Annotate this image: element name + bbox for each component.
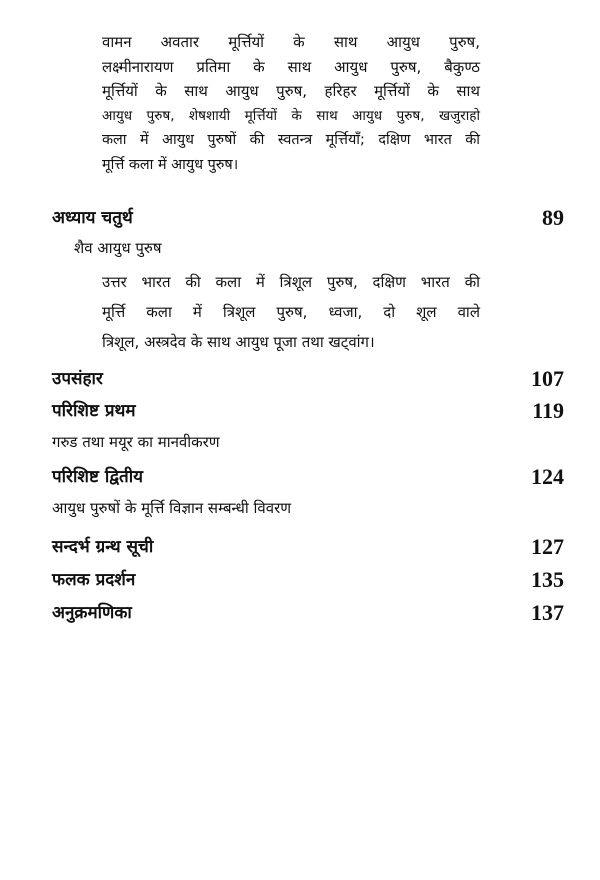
appendix-1-subtitle: गरुड तथा मयूर का मानवीकरण: [52, 433, 220, 451]
intro-line-1: वामन अवतार मूर्त्तियों के साथ आयुध पुरुष,: [102, 33, 480, 51]
toc-entry-appendix-1: [52, 396, 564, 426]
intro-line-6: मूर्त्ति कला में आयुध पुरुष।: [102, 156, 239, 173]
appendix-2-page: 124: [531, 464, 564, 489]
toc-entry-upsanhar: [52, 364, 564, 394]
appendix-1-page: 119: [532, 398, 564, 423]
appendix-2-title: परिशिष्ट द्वितीय: [52, 467, 143, 487]
upsanhar-page: 107: [531, 366, 564, 391]
chapter-4-line-3: त्रिशूल, अस्त्रदेव के साथ आयुध पूजा तथा खट्वांग।: [102, 333, 375, 351]
toc-entry-index: [52, 598, 564, 628]
intro-line-5: कला में आयुध पुरुषों की स्वतन्त्र मूर्त्तियाँ; दक्षिण भारत की: [102, 132, 480, 148]
chapter-4-line-2: मूर्त्ति कला में त्रिशूल पुरुष, ध्वजा, दो शूल वाले: [102, 303, 480, 321]
index-title: अनुक्रमणिका: [52, 603, 132, 623]
intro-line-4: आयुध पुरुष, शेषशायी मूर्त्तियों के साथ आयुध पुरुष, खजुराहो: [102, 107, 480, 124]
bibliography-title: सन्दर्भ ग्रन्थ सूची: [52, 537, 154, 557]
intro-line-3: मूर्त्तियों के साथ आयुध पुरुष, हरिहर मूर्त्तियों के साथ: [102, 82, 480, 100]
toc-entry-chapter-4: [52, 203, 564, 233]
index-page: 137: [531, 600, 564, 625]
chapter-4-paragraph: [102, 267, 480, 357]
bibliography-page: 127: [531, 534, 564, 559]
chapter-4-line-1: उत्तर भारत की कला में त्रिशूल पुरुष, दक्षिण भारत की: [102, 273, 480, 291]
upsanhar-title: उपसंहार: [52, 369, 103, 389]
plates-page: 135: [531, 567, 564, 592]
appendix-2-subtitle: आयुध पुरुषों के मूर्त्ति विज्ञान सम्बन्धी विवरण: [52, 499, 292, 517]
toc-entry-bibliography: [52, 532, 564, 562]
chapter-4-page: 89: [542, 205, 564, 230]
intro-paragraph: [102, 30, 480, 177]
appendix-1-title: परिशिष्ट प्रथम: [52, 401, 136, 421]
chapter-4-title: अध्याय चतुर्थ: [52, 208, 133, 228]
chapter-4-subtitle: शैव आयुध पुरुष: [74, 239, 162, 257]
toc-entry-plates: [52, 565, 564, 595]
toc-entry-appendix-2: [52, 462, 564, 492]
plates-title: फलक प्रदर्शन: [52, 570, 136, 590]
intro-line-2: लक्ष्मीनारायण प्रतिमा के साथ आयुध पुरुष, बैकुण्ठ: [102, 57, 480, 76]
